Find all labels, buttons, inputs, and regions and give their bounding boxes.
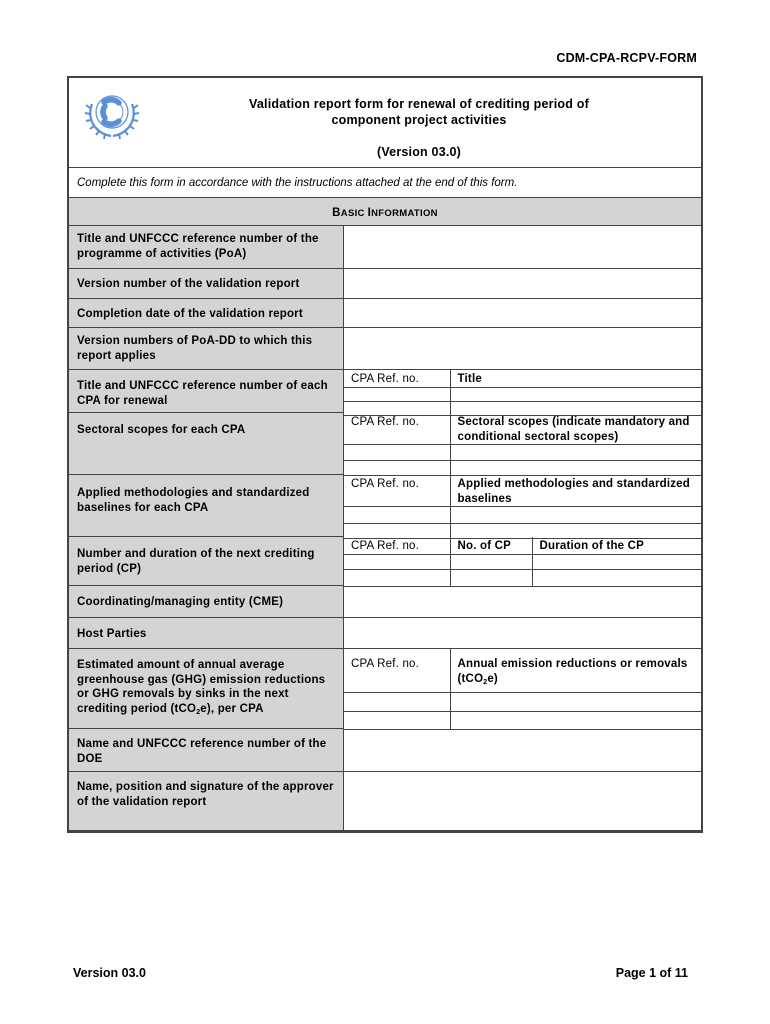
emissions-cell[interactable] [450, 711, 701, 729]
form-header [69, 78, 701, 168]
label-version-number: Version number of the validation report [69, 269, 344, 299]
no-of-cp-header: No. of CP [450, 537, 532, 554]
sectoral-scopes-cell[interactable] [450, 461, 701, 476]
field-poa-dd-versions[interactable] [344, 328, 701, 370]
label-title-poa: Title and UNFCCC reference number of the programme of activities (PoA) [69, 226, 344, 269]
form-title [199, 96, 639, 128]
cpa-ref-cell[interactable] [344, 692, 450, 711]
instructions: Complete this form in accordance with the instructions attached at the end of this form. [69, 168, 701, 198]
title-cell[interactable] [450, 387, 701, 401]
cpa-ref-header: CPA Ref. no. [344, 537, 450, 554]
form-title-line-2: component project activities [331, 113, 507, 127]
cpa-ref-cell[interactable] [344, 507, 450, 524]
field-cme[interactable] [344, 586, 701, 618]
methodologies-header: Applied methodologies and standardized baselines [450, 475, 701, 507]
methodologies-table [344, 475, 701, 539]
document-code: CDM-CPA-RCPV-FORM [556, 51, 697, 65]
cpa-ref-cell[interactable] [344, 461, 450, 476]
field-completion-date[interactable] [344, 299, 701, 328]
title-cpa-table [344, 370, 701, 416]
cpa-ref-cell[interactable] [344, 711, 450, 729]
label-title-cpa: Title and UNFCCC reference number of each CPA for renewal [69, 370, 344, 413]
field-doe[interactable] [344, 729, 701, 772]
cpa-ref-header: CPA Ref. no. [344, 649, 450, 692]
label-doe: Name and UNFCCC reference number of the DOE [69, 729, 344, 772]
label-completion-date: Completion date of the validation report [69, 299, 344, 328]
validation-report-form [67, 76, 703, 833]
label-crediting-period: Number and duration of the next crediting period (CP) [69, 537, 344, 586]
footer-page-number: Page 1 of 11 [615, 966, 688, 980]
emission-reductions-table [344, 649, 701, 730]
title-header: Title [450, 370, 701, 387]
field-version-number[interactable] [344, 269, 701, 299]
cpa-ref-cell[interactable] [344, 569, 450, 586]
form-title-line-1: Validation report form for renewal of crediting period of [249, 97, 589, 111]
cpa-ref-cell[interactable] [344, 445, 450, 461]
sectoral-scopes-cell[interactable] [450, 445, 701, 461]
no-of-cp-cell[interactable] [450, 569, 532, 586]
cpa-ref-cell[interactable] [344, 387, 450, 401]
section-heading-basic-information: BASIC INFORMATION [69, 198, 701, 226]
methodologies-cell[interactable] [450, 507, 701, 524]
cpa-ref-cell[interactable] [344, 554, 450, 569]
cpa-ref-header: CPA Ref. no. [344, 370, 450, 387]
crediting-period-table [344, 537, 701, 587]
field-title-poa[interactable] [344, 226, 701, 269]
label-applied-methodologies: Applied methodologies and standardized baselines for each CPA [69, 475, 344, 537]
label-host-parties: Host Parties [69, 618, 344, 649]
unfccc-logo-icon [81, 84, 143, 144]
field-approver-signature[interactable] [344, 772, 701, 830]
label-approver: Name, position and signature of the approver of the validation report [69, 772, 344, 830]
emissions-header: Annual emission reductions or removals (tCO$_2$e) [450, 649, 701, 692]
label-ghg-estimate: Estimated amount of annual average greenhouse gas (GHG) emission reductions or GHG removals by sinks in the next crediting period (tCO$_2$e), per CPA [69, 649, 344, 729]
field-host-parties[interactable] [344, 618, 701, 649]
cpa-ref-header: CPA Ref. no. [344, 475, 450, 507]
cpa-ref-header: CPA Ref. no. [344, 413, 450, 445]
duration-cp-header: Duration of the CP [532, 537, 701, 554]
no-of-cp-cell[interactable] [450, 554, 532, 569]
label-poa-dd-versions: Version numbers of PoA-DD to which this report applies [69, 328, 344, 370]
sectoral-scopes-table [344, 413, 701, 476]
form-version: (Version 03.0) [376, 145, 462, 159]
duration-cp-cell[interactable] [532, 554, 701, 569]
label-sectoral-scopes: Sectoral scopes for each CPA [69, 413, 344, 475]
sectoral-scopes-header: Sectoral scopes (indicate mandatory and conditional sectoral scopes) [450, 413, 701, 445]
footer-version: Version 03.0 [73, 966, 146, 980]
label-cme: Coordinating/managing entity (CME) [69, 586, 344, 618]
duration-cp-cell[interactable] [532, 569, 701, 586]
emissions-cell[interactable] [450, 692, 701, 711]
